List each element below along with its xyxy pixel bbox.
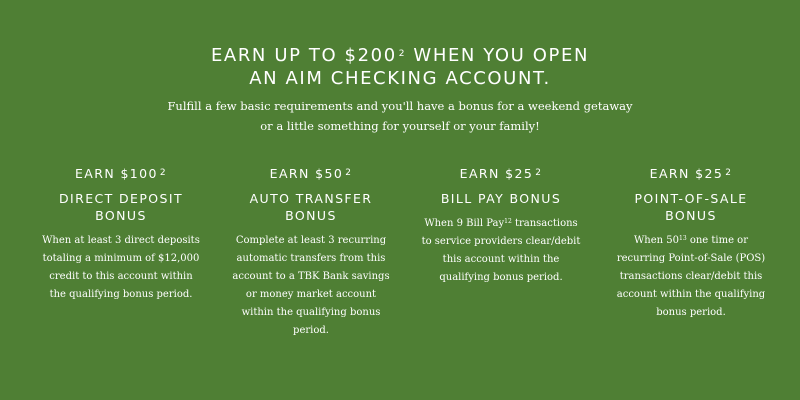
bonus-description-rest: one time or recurring Point-of-Sale (POS) transactions clear/debit this account within the qualifying bonus period.: [616, 235, 766, 318]
bonus-description: [421, 215, 581, 287]
bonus-description-rest: transactions to service providers clear/debit this account within the qualifying bonus period.: [421, 218, 581, 283]
bonus-amount: [596, 166, 786, 182]
bonus-columns: [26, 166, 786, 340]
bonus-bill-pay: [406, 166, 596, 340]
bonus-title-line1: DIRECT DEPOSIT: [59, 191, 183, 206]
bonus-amount-text: EARN $25: [459, 166, 534, 181]
bonus-description-text: When 9 Bill Pay: [424, 218, 505, 229]
bonus-amount: [26, 166, 216, 182]
bonus-description: [611, 232, 771, 322]
bonus-direct-deposit: [26, 166, 216, 340]
bonus-auto-transfer: [216, 166, 406, 340]
bonus-description-text: When 50: [634, 235, 679, 246]
headline-footnote: 2: [398, 49, 407, 59]
headline-line1: [211, 45, 589, 66]
bonus-point-of-sale: [596, 166, 786, 340]
bonus-title: [26, 190, 216, 224]
bonus-amount-text: EARN $100: [74, 166, 158, 181]
bonus-description-text: When at least 3 direct deposits totaling a minimum of $12,000 credit to this account within the qualifying bonus period.: [42, 235, 200, 300]
bonus-title-line1: AUTO TRANSFER: [249, 191, 373, 206]
bonus-title-line1: POINT-OF-SALE: [634, 191, 748, 206]
headline-amount: EARN UP TO $200: [210, 45, 397, 66]
bonus-title-line2: BONUS: [665, 208, 717, 223]
bonus-footnote: 2: [159, 168, 167, 178]
bonus-footnote: 2: [345, 168, 353, 178]
bonus-description: [231, 232, 391, 340]
description-footnote: 13: [679, 235, 687, 242]
headline: [0, 44, 800, 90]
bonus-title-line1: BILL PAY BONUS: [440, 191, 562, 206]
bonus-title-line2: BONUS: [285, 208, 337, 223]
bonus-footnote: 2: [725, 168, 733, 178]
bonus-description: [41, 232, 201, 304]
headline-line1-rest: WHEN YOU OPEN: [406, 45, 590, 66]
bonus-title-line2: BONUS: [95, 208, 147, 223]
bonus-amount: [406, 166, 596, 182]
bonus-amount: [216, 166, 406, 182]
bonus-description-text: Complete at least 3 recurring automatic transfers from this account to a TBK Bank savings or money market account within the qualifying bonus period.: [232, 235, 390, 336]
description-footnote: 12: [504, 218, 512, 225]
bonus-footnote: 2: [535, 168, 543, 178]
bonus-title: [596, 190, 786, 224]
bonus-title: [406, 190, 596, 207]
intro-line1: Fulfill a few basic requirements and you'll have a bonus for a weekend getaway: [167, 99, 633, 113]
bonus-amount-text: EARN $25: [649, 166, 724, 181]
intro-line2: or a little something for yourself or your family!: [260, 119, 540, 133]
intro-text: [0, 96, 800, 136]
bonus-amount-text: EARN $50: [269, 166, 344, 181]
headline-line2: AN AIM CHECKING ACCOUNT.: [249, 68, 551, 89]
bonus-title: [216, 190, 406, 224]
